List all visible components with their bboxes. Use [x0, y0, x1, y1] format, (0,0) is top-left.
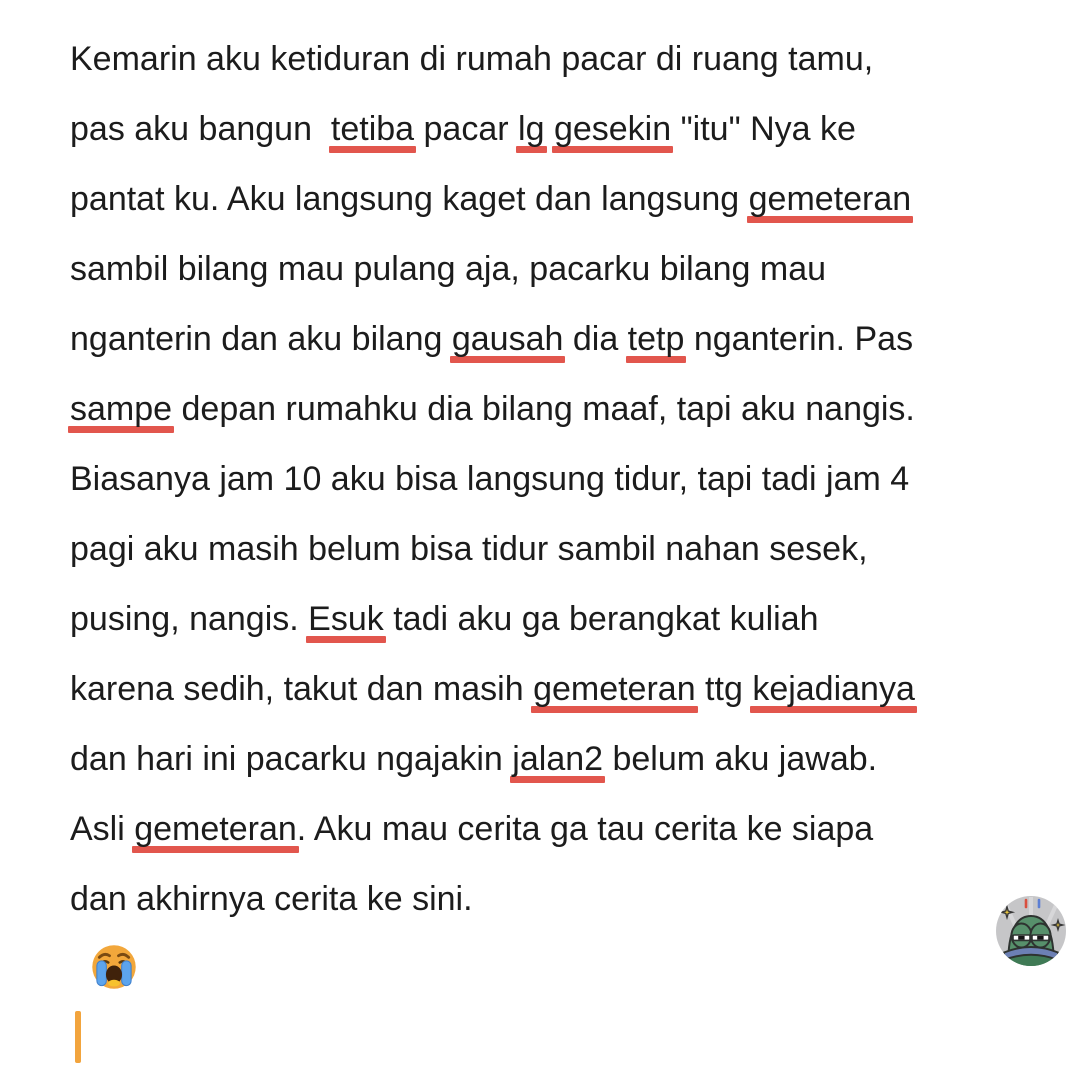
text-line [70, 584, 1060, 654]
text-segment: dan akhirnya cerita ke sini. [70, 880, 482, 918]
misspelled-word: tetiba [330, 110, 415, 148]
text-line [70, 724, 1060, 794]
loudly-crying-face-emoji [91, 944, 137, 990]
sad-frog-sticker [995, 895, 1067, 967]
misspelled-word: kejadianya [752, 670, 915, 708]
text-segment: dan hari ini pacarku ngajakin [70, 740, 513, 778]
text-segment: pusing, nangis. [70, 600, 309, 638]
text-line [70, 794, 1060, 864]
text-segment [545, 110, 554, 148]
misspelled-word: gemeteran [533, 670, 696, 708]
text-line [70, 514, 1060, 584]
misspelled-word: gemeteran [134, 810, 297, 848]
text-line [70, 864, 1060, 934]
text-segment: karena sedih, takut dan masih [70, 670, 534, 708]
text-segment: . Aku mau cerita ga tau cerita ke siapa [296, 810, 874, 848]
text-segment: nganterin. Pas [684, 320, 914, 358]
text-segment: ttg [695, 670, 753, 708]
text-segment: Asli [70, 810, 135, 848]
text-segment: pagi aku masih belum bisa tidur sambil nahan sesek, [70, 530, 868, 568]
misspelled-word: gesekin [553, 110, 672, 148]
text-line [70, 24, 1060, 94]
text-segment: depan rumahku dia bilang maaf, tapi aku nangis. [172, 390, 915, 428]
text-segment: pantat ku. Aku langsung kaget dan langsung [70, 180, 749, 218]
text-segment: sambil bilang mau pulang aja, pacarku bilang mau [70, 250, 827, 288]
text-segment: Biasanya jam 10 aku bisa langsung tidur, tapi tadi jam 4 [70, 460, 910, 498]
text-segment: "itu" Nya ke [671, 110, 856, 148]
text-segment: belum aku jawab. [603, 740, 878, 778]
misspelled-word: Esuk [308, 600, 384, 638]
text-segment: tadi aku ga berangkat kuliah [383, 600, 819, 638]
text-segment: pas aku bangun [70, 110, 331, 148]
text-segment: dia [563, 320, 628, 358]
text-segment: Kemarin aku ketiduran di rumah pacar di ruang tamu, [70, 40, 874, 78]
misspelled-word: lg [518, 110, 545, 148]
text-line [70, 654, 1060, 724]
misspelled-word: sampe [70, 390, 173, 428]
misspelled-word: gemeteran [748, 180, 912, 218]
text-line [70, 164, 1060, 234]
note-text[interactable] [70, 24, 1060, 934]
text-line [70, 234, 1060, 304]
text-cursor [75, 1011, 81, 1063]
text-line [70, 94, 1060, 164]
text-line [70, 374, 1060, 444]
text-segment: pacar [414, 110, 519, 148]
text-line [70, 444, 1060, 514]
text-segment: nganterin dan aku bilang [70, 320, 452, 358]
misspelled-word: gausah [451, 320, 564, 358]
misspelled-word: jalan2 [512, 740, 604, 778]
text-line [70, 304, 1060, 374]
misspelled-word: tetp [627, 320, 685, 358]
